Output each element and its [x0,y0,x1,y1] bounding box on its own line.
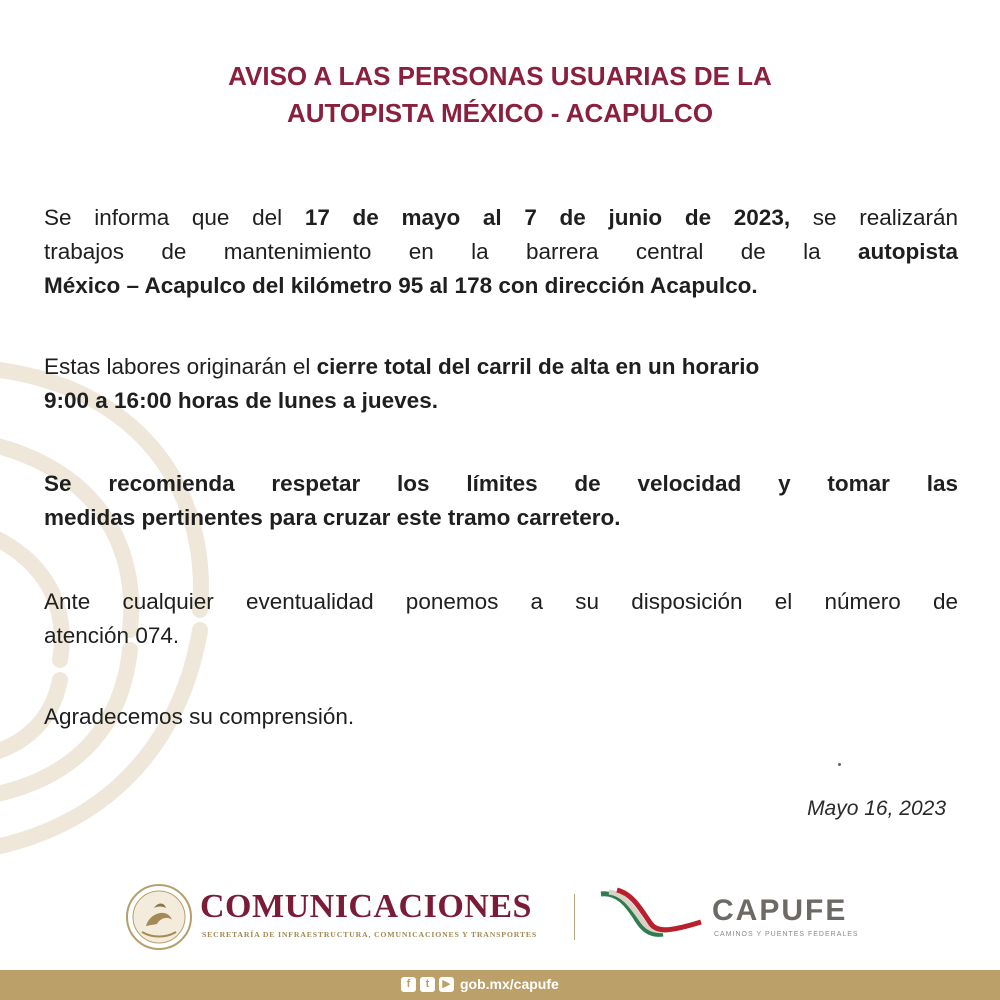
capufe-subtitle: CAMINOS Y PUENTES FEDERALES [714,931,859,938]
paragraph-closure [44,350,958,418]
twitter-icon[interactable]: t [420,977,435,992]
logo-divider [574,894,575,940]
youtube-icon[interactable]: ▶ [439,977,454,992]
stray-dot [838,763,841,766]
paragraph-line: Estas labores originarán el cierre total del carril de alta en un horario [44,354,760,379]
comunicaciones-logo-text: COMUNICACIONES [200,888,532,925]
paragraph-contact [44,585,958,653]
footer-link[interactable]: gob.mx/capufe [460,976,559,992]
national-seal-icon [124,882,194,952]
comunicaciones-subtitle: SECRETARÍA DE INFRAESTRUCTURA, COMUNICACIONES Y TRANSPORTES [202,930,538,939]
paragraph-thanks: Agradecemos su comprensión. [44,704,355,729]
paragraph-line: atención 074. [44,623,180,648]
paragraph-line: Ante cualquier eventualidad ponemos a su disposición el número de [44,589,958,614]
flag-ribbon-icon [597,886,705,944]
title-line-1: AVISO A LAS PERSONAS USUARIAS DE LA [228,61,772,91]
notice-date: Mayo 16, 2023 [807,797,946,820]
footer-bar [0,970,1000,1000]
paragraph-line: México – Acapulco del kilómetro 95 al 178 con dirección Acapulco. [44,273,758,298]
logo-bar [0,880,1000,960]
capufe-logo-text: CAPUFE [712,894,848,927]
paragraph-line: Se informa que del 17 de mayo al 7 de junio de 2023, se realizarán [44,205,959,230]
facebook-icon[interactable]: f [401,977,416,992]
paragraph-line: medidas pertinentes para cruzar este tramo carretero. [44,505,621,530]
paragraph-recommendation [44,467,958,535]
title-line-2: AUTOPISTA MÉXICO - ACAPULCO [286,98,714,128]
paragraph-line: 9:00 a 16:00 horas de lunes a jueves. [44,388,438,413]
paragraph-line: Se recomienda respetar los límites de velocidad y tomar las [44,471,958,496]
paragraph-line: trabajos de mantenimiento en la barrera central de la autopista [44,239,958,264]
notice-title [0,58,1000,132]
paragraph-maintenance [44,201,958,303]
